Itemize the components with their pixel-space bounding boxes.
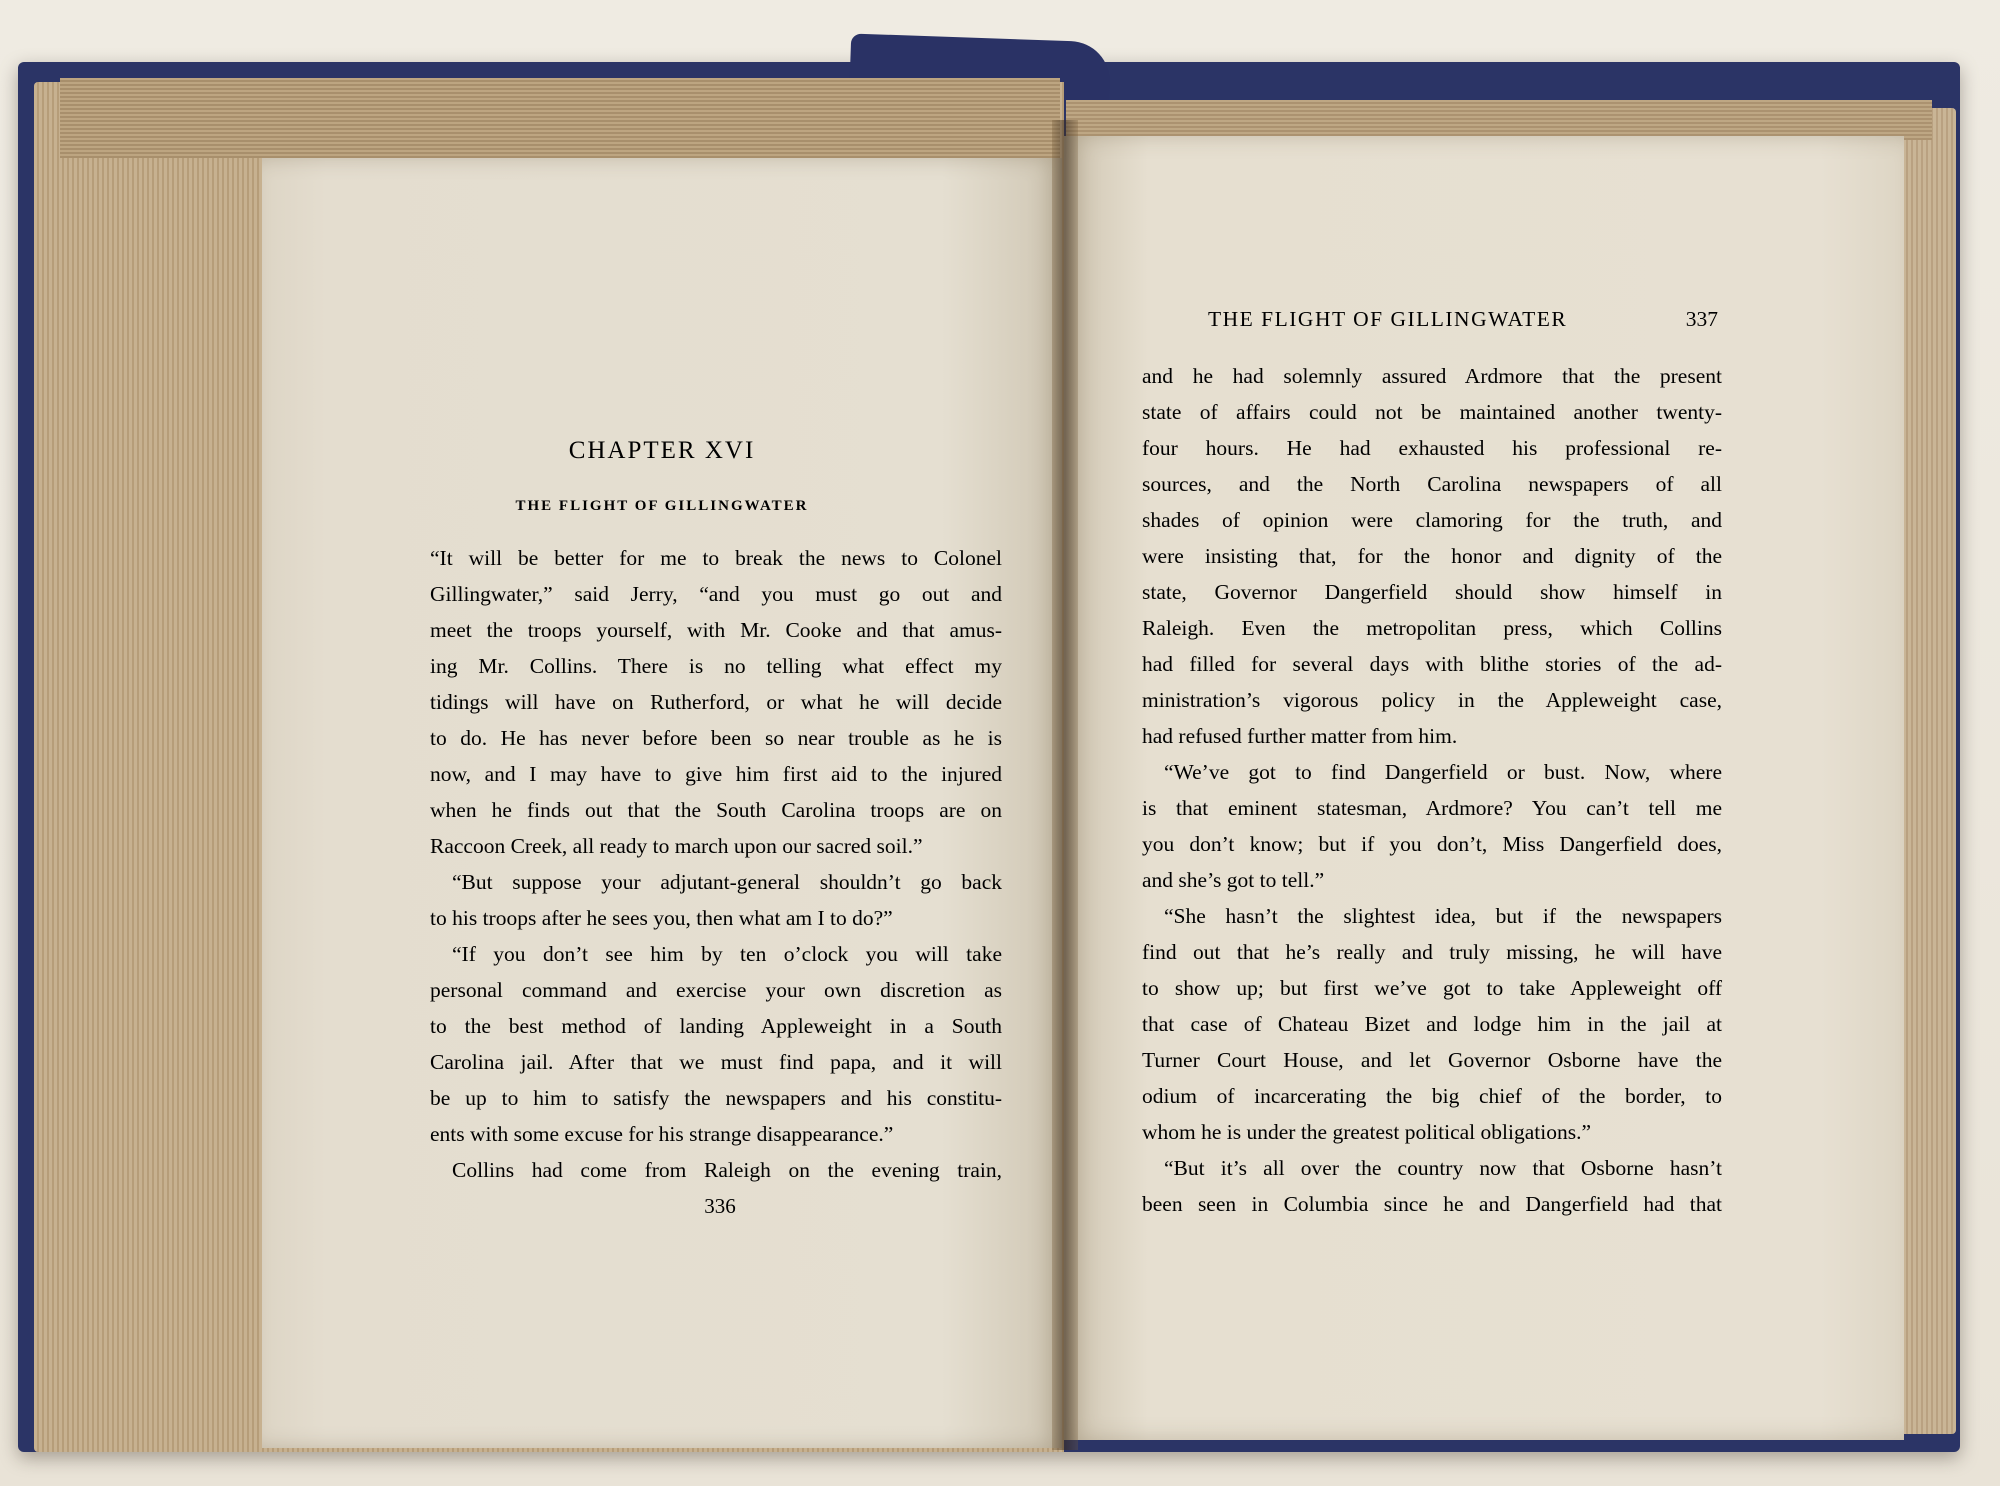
text-line: Turner Court House, and let Governor Osborne have the: [1142, 1048, 1722, 1072]
text-line: is that eminent statesman, Ardmore? You can’t tell me: [1142, 796, 1722, 820]
text-line: “If you don’t see him by ten o’clock you will take: [452, 942, 1002, 966]
right-page-text: [1142, 358, 1722, 1222]
text-line: Carolina jail. After that we must find papa, and it will: [430, 1050, 1002, 1074]
page-number-left: 336: [704, 1194, 736, 1218]
text-line: “It will be better for me to break the news to Colonel: [430, 546, 1002, 570]
left-top-edges: [60, 78, 1060, 158]
text-line: whom he is under the greatest political obligations.”: [1142, 1120, 1592, 1144]
text-line: ministration’s vigorous policy in the Appleweight case,: [1142, 688, 1722, 712]
text-line: been seen in Columbia since he and Dangerfield had that: [1142, 1192, 1722, 1216]
text-line: to his troops after he sees you, then what am I to do?”: [430, 906, 893, 930]
text-line: that case of Chateau Bizet and lodge him in the jail at: [1142, 1012, 1722, 1036]
text-line: now, and I may have to give him first aid to the injured: [430, 762, 1002, 786]
text-line: ing Mr. Collins. There is no telling what effect my: [430, 654, 1002, 678]
text-line: odium of incarcerating the big chief of the border, to: [1142, 1084, 1722, 1108]
text-line: “But it’s all over the country now that Osborne hasn’t: [1164, 1156, 1722, 1180]
text-line: to show up; but first we’ve got to take Appleweight off: [1142, 976, 1722, 1000]
text-line: Gillingwater,” said Jerry, “and you must go out and: [430, 582, 1002, 606]
book-gutter: [1052, 120, 1078, 1450]
text-line: four hours. He had exhausted his professional re-: [1142, 436, 1722, 460]
text-line: tidings will have on Rutherford, or what he will decide: [430, 690, 1002, 714]
chapter-title: CHAPTER XVI: [568, 437, 756, 464]
text-line: Raleigh. Even the metropolitan press, which Collins: [1142, 616, 1722, 640]
text-line: “We’ve got to find Dangerfield or bust. Now, where: [1164, 760, 1722, 784]
text-line: personal command and exercise your own discretion as: [430, 978, 1002, 1002]
text-line: had refused further matter from him.: [1142, 724, 1458, 748]
text-line: when he finds out that the South Carolina troops are on: [430, 798, 1002, 822]
running-head: [1208, 307, 1718, 332]
running-head-title: THE FLIGHT OF GILLINGWATER: [1208, 307, 1568, 331]
left-page-text: [430, 540, 1002, 1188]
text-line: meet the troops yourself, with Mr. Cooke and that amus-: [430, 618, 1002, 642]
text-line: state, Governor Dangerfield should show himself in: [1142, 580, 1722, 604]
text-line: to do. He has never before been so near trouble as he is: [430, 726, 1002, 750]
text-line: find out that he’s really and truly missing, he will have: [1142, 940, 1722, 964]
text-line: ents with some excuse for his strange disappearance.”: [430, 1122, 894, 1146]
text-line: and he had solemnly assured Ardmore that the present: [1142, 364, 1722, 388]
right-top-edges: [1066, 100, 1932, 140]
text-line: and she’s got to tell.”: [1142, 868, 1325, 892]
text-line: you don’t know; but if you don’t, Miss Dangerfield does,: [1142, 832, 1722, 856]
text-line: had filled for several days with blithe stories of the ad-: [1142, 652, 1722, 676]
text-line: sources, and the North Carolina newspapers of all: [1142, 472, 1722, 496]
text-line: “But suppose your adjutant-general shouldn’t go back: [452, 870, 1002, 894]
chapter-subtitle: THE FLIGHT OF GILLINGWATER: [515, 498, 809, 514]
text-line: “She hasn’t the slightest idea, but if the newspapers: [1164, 904, 1722, 928]
text-line: be up to him to satisfy the newspapers and his constitu-: [430, 1086, 1002, 1110]
text-line: Collins had come from Raleigh on the evening train,: [452, 1158, 1002, 1182]
text-line: Raccoon Creek, all ready to march upon our sacred soil.”: [430, 834, 923, 858]
page-number-right: 337: [1685, 307, 1718, 331]
text-line: shades of opinion were clamoring for the truth, and: [1142, 508, 1722, 532]
text-line: state of affairs could not be maintained another twenty-: [1142, 400, 1722, 424]
text-line: to the best method of landing Appleweight in a South: [430, 1014, 1002, 1038]
text-line: were insisting that, for the honor and dignity of the: [1142, 544, 1722, 568]
